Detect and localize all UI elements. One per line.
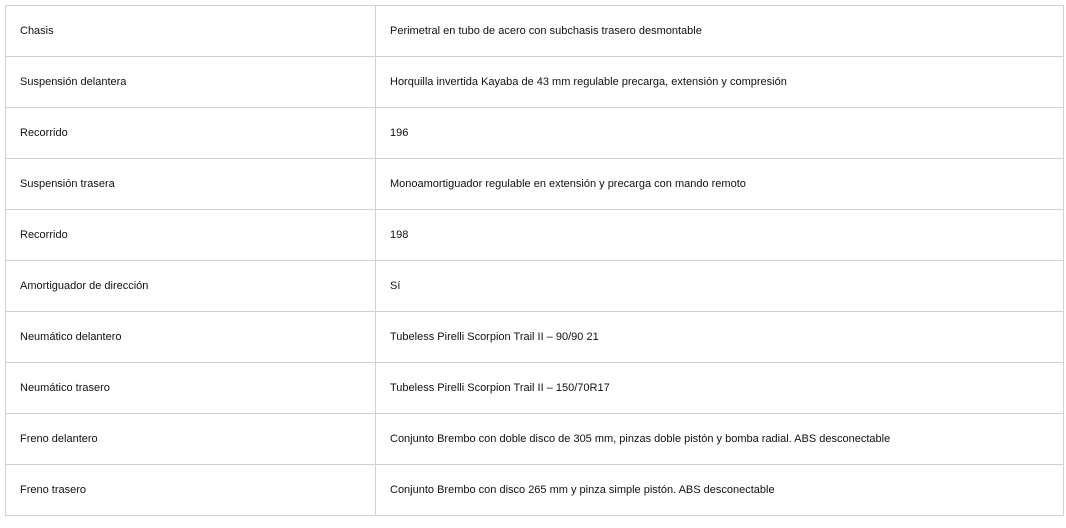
spec-value: Sí [376, 261, 1064, 312]
spec-table-body [6, 6, 1064, 516]
spec-label: Recorrido [6, 108, 376, 159]
table-row [6, 210, 1064, 261]
spec-label: Chasis [6, 6, 376, 57]
table-row [6, 465, 1064, 516]
spec-label: Freno delantero [6, 414, 376, 465]
spec-value: Perimetral en tubo de acero con subchasis trasero desmontable [376, 6, 1064, 57]
table-row [6, 363, 1064, 414]
spec-value: Monoamortiguador regulable en extensión y precarga con mando remoto [376, 159, 1064, 210]
spec-value: 198 [376, 210, 1064, 261]
spec-label: Suspensión delantera [6, 57, 376, 108]
spec-value: Conjunto Brembo con doble disco de 305 mm, pinzas doble pistón y bomba radial. ABS desconectable [376, 414, 1064, 465]
table-row [6, 159, 1064, 210]
spec-label: Freno trasero [6, 465, 376, 516]
spec-value: Horquilla invertida Kayaba de 43 mm regulable precarga, extensión y compresión [376, 57, 1064, 108]
spec-label: Neumático trasero [6, 363, 376, 414]
spec-label: Neumático delantero [6, 312, 376, 363]
table-row [6, 261, 1064, 312]
table-row [6, 6, 1064, 57]
spec-value: 196 [376, 108, 1064, 159]
spec-label: Amortiguador de dirección [6, 261, 376, 312]
table-row [6, 57, 1064, 108]
table-row [6, 414, 1064, 465]
spec-value: Conjunto Brembo con disco 265 mm y pinza simple pistón. ABS desconectable [376, 465, 1064, 516]
spec-table [5, 5, 1064, 516]
spec-value: Tubeless Pirelli Scorpion Trail II – 150/70R17 [376, 363, 1064, 414]
spec-label: Suspensión trasera [6, 159, 376, 210]
spec-label: Recorrido [6, 210, 376, 261]
table-row [6, 312, 1064, 363]
spec-value: Tubeless Pirelli Scorpion Trail II – 90/90 21 [376, 312, 1064, 363]
table-row [6, 108, 1064, 159]
